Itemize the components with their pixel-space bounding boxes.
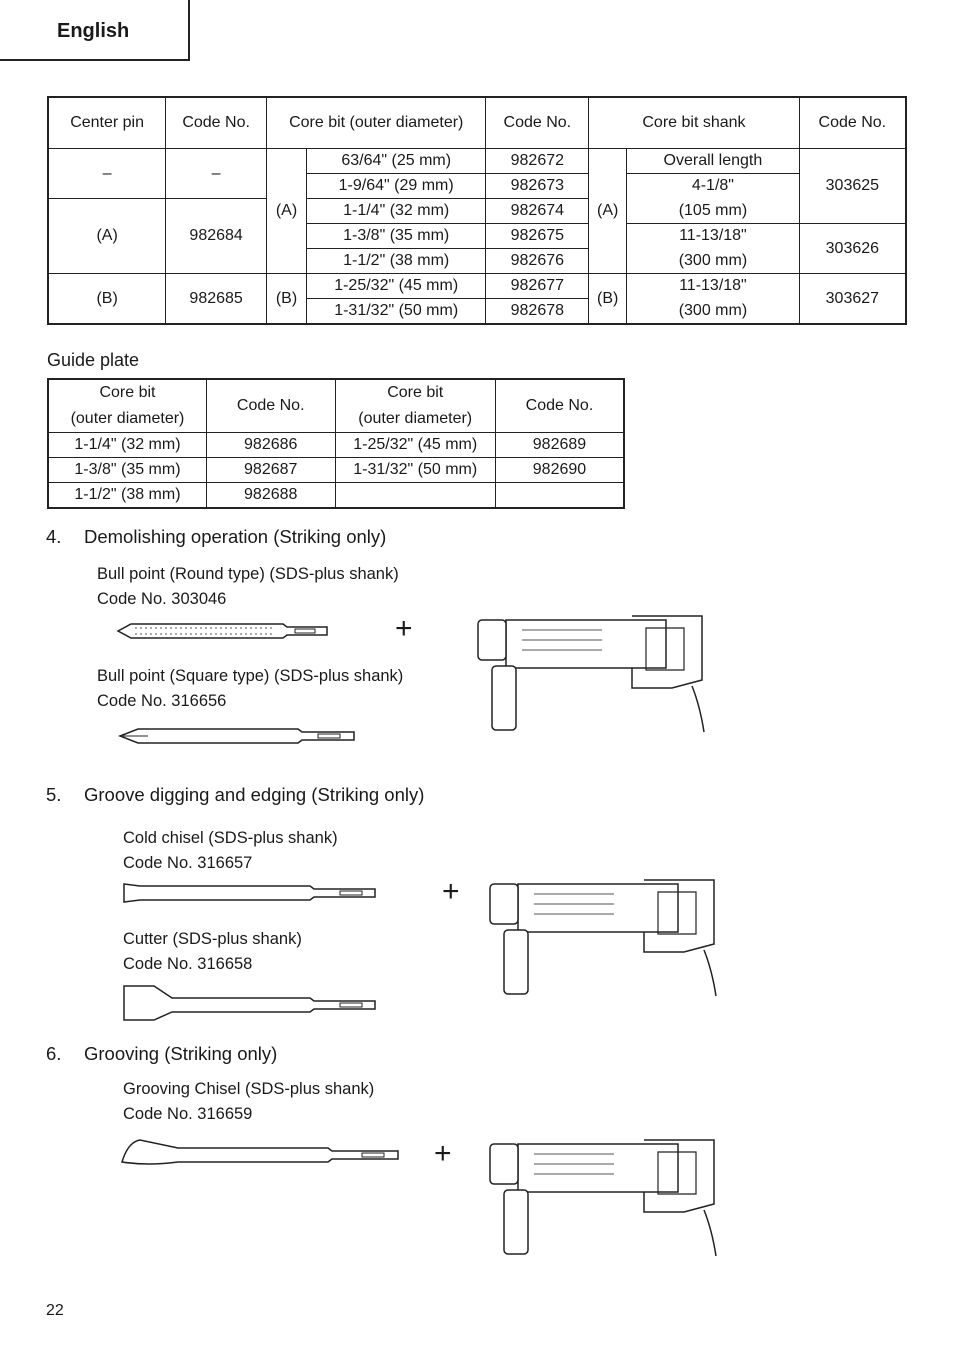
shank-group-label: (A) <box>589 149 627 274</box>
shank-metric-cell: (105 mm) <box>627 199 800 224</box>
shank-metric-cell: (300 mm) <box>627 299 800 325</box>
section-title-grooving <box>46 1043 277 1065</box>
section-heading: Groove digging and edging (Striking only) <box>84 784 425 805</box>
shank-length-cell: 11-13/18" <box>627 224 800 249</box>
table-row <box>48 199 906 224</box>
bit-code-cell: 982690 <box>495 458 624 483</box>
header-center-pin: Center pin <box>48 97 166 149</box>
bit-code-cell: 982672 <box>486 149 589 174</box>
table-header-row <box>48 379 624 433</box>
bit-size-cell: 1-31/32" (50 mm) <box>306 299 485 325</box>
section-number: 4. <box>46 526 62 547</box>
item-name: Cutter (SDS-plus shank) <box>123 930 302 948</box>
bit-size-cell <box>335 483 495 509</box>
bull-point-square-text <box>97 664 403 714</box>
item-code: Code No. 316659 <box>123 1105 253 1123</box>
language-tab <box>0 0 190 61</box>
header-line: Core bit <box>387 384 444 401</box>
bit-code-cell: 982688 <box>206 483 335 509</box>
bit-code-cell <box>495 483 624 509</box>
bit-size-cell: 1-1/2" (38 mm) <box>48 483 206 509</box>
language-label: English <box>57 20 130 42</box>
bit-size-cell: 1-3/8" (35 mm) <box>306 224 485 249</box>
header-core-bit-shank: Core bit shank <box>589 97 799 149</box>
guide-plate-table <box>47 378 625 509</box>
item-code: Code No. 303046 <box>97 590 227 608</box>
bit-code-cell: 982675 <box>486 224 589 249</box>
bit-size-cell: 1-31/32" (50 mm) <box>335 458 495 483</box>
core-bit-table <box>47 96 907 325</box>
bit-code-cell: 982686 <box>206 433 335 458</box>
bull-point-round-icon <box>115 620 335 642</box>
bit-size-cell: 1-1/2" (38 mm) <box>306 249 485 274</box>
bull-point-round-text <box>97 562 399 612</box>
plus-sign: + <box>442 875 460 908</box>
cutter-icon <box>120 982 380 1024</box>
cold-chisel-text <box>123 826 338 876</box>
header-line: (outer diameter) <box>358 410 473 427</box>
section-number: 6. <box>46 1043 62 1064</box>
bit-code-cell: 982677 <box>486 274 589 299</box>
header-line: (outer diameter) <box>70 410 185 427</box>
bit-code-cell: 982687 <box>206 458 335 483</box>
bit-group-label: (B) <box>267 274 307 325</box>
bit-code-cell: 982676 <box>486 249 589 274</box>
header-line: Core bit <box>99 384 156 401</box>
shank-code-cell: 303625 <box>799 149 906 224</box>
grooving-chisel-icon <box>118 1136 403 1170</box>
header-code-no: Code No. <box>799 97 906 149</box>
header-code-no: Code No. <box>206 379 335 433</box>
bit-code-cell: 982689 <box>495 433 624 458</box>
section-number: 5. <box>46 784 62 805</box>
bit-code-cell: 982674 <box>486 199 589 224</box>
page-number: 22 <box>46 1302 64 1319</box>
item-name: Bull point (Round type) (SDS-plus shank) <box>97 565 399 583</box>
bit-size-cell: 1-25/32" (45 mm) <box>306 274 485 299</box>
shank-group-label: (B) <box>589 274 627 325</box>
shank-length-cell: 4-1/8" <box>627 174 800 199</box>
bit-code-cell: 982673 <box>486 174 589 199</box>
table-row <box>48 483 624 509</box>
bit-size-cell: 1-3/8" (35 mm) <box>48 458 206 483</box>
rotary-hammer-drill-icon <box>484 870 724 1000</box>
rotary-hammer-drill-icon <box>484 1130 724 1260</box>
bull-point-square-icon <box>118 726 358 746</box>
header-core-bit <box>48 379 206 433</box>
center-pin-cell: – <box>48 149 166 199</box>
section-title-demolishing <box>46 526 386 548</box>
shank-length-cell: 11-13/18" <box>627 274 800 299</box>
cutter-text <box>123 927 302 977</box>
grooving-chisel-text <box>123 1077 374 1127</box>
item-code: Code No. 316656 <box>97 692 227 710</box>
plus-sign: + <box>434 1137 452 1170</box>
header-code-no: Code No. <box>486 97 589 149</box>
shank-overall-length-label: Overall length <box>627 149 800 174</box>
bit-size-cell: 63/64" (25 mm) <box>306 149 485 174</box>
table-row <box>48 149 906 174</box>
center-pin-code-cell: – <box>166 149 267 199</box>
shank-code-cell: 303627 <box>799 274 906 325</box>
shank-code-cell: 303626 <box>799 224 906 274</box>
header-core-bit: Core bit (outer diameter) <box>267 97 486 149</box>
center-pin-code-cell: 982684 <box>166 199 267 274</box>
item-name: Cold chisel (SDS-plus shank) <box>123 829 338 847</box>
bit-size-cell: 1-1/4" (32 mm) <box>306 199 485 224</box>
item-code: Code No. 316657 <box>123 854 253 872</box>
bit-code-cell: 982678 <box>486 299 589 325</box>
bit-size-cell: 1-1/4" (32 mm) <box>48 433 206 458</box>
table-header-row <box>48 97 906 149</box>
header-code-no: Code No. <box>166 97 267 149</box>
table-row <box>48 458 624 483</box>
item-name: Bull point (Square type) (SDS-plus shank) <box>97 667 404 685</box>
bit-size-cell: 1-25/32" (45 mm) <box>335 433 495 458</box>
center-pin-cell: (A) <box>48 199 166 274</box>
shank-metric-cell: (300 mm) <box>627 249 800 274</box>
table-row <box>48 274 906 299</box>
header-core-bit <box>335 379 495 433</box>
section-heading: Grooving (Striking only) <box>84 1043 278 1064</box>
table-row <box>48 433 624 458</box>
rotary-hammer-drill-icon <box>472 606 712 736</box>
section-title-groove-digging <box>46 784 424 806</box>
item-name: Grooving Chisel (SDS-plus shank) <box>123 1080 375 1098</box>
cold-chisel-icon <box>120 880 380 906</box>
item-code: Code No. 316658 <box>123 955 253 973</box>
bit-size-cell: 1-9/64" (29 mm) <box>306 174 485 199</box>
bit-group-label: (A) <box>267 149 307 274</box>
center-pin-cell: (B) <box>48 274 166 325</box>
section-heading: Demolishing operation (Striking only) <box>84 526 387 547</box>
plus-sign: + <box>395 612 413 645</box>
guide-plate-title: Guide plate <box>47 350 140 370</box>
header-code-no: Code No. <box>495 379 624 433</box>
center-pin-code-cell: 982685 <box>166 274 267 325</box>
